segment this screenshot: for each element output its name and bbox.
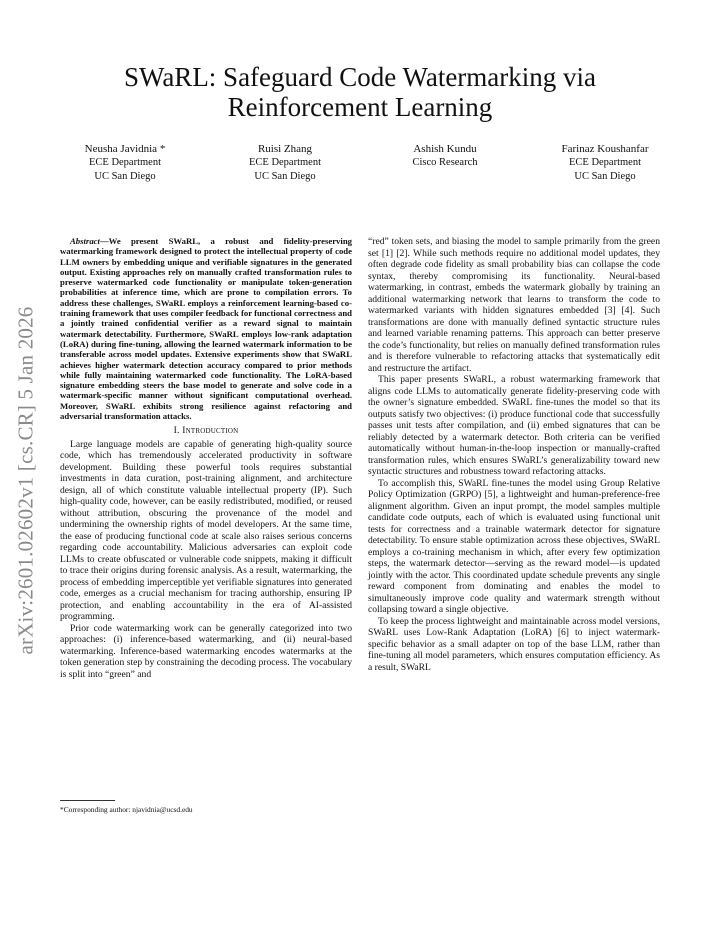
author-name: Ruisi Zhang — [257, 143, 313, 155]
body-paragraph: Large language models are capable of generating high-quality source code, which has tremendously accelerated productivity in software development. Building these powerful tools requires substantial investments in data curation, post-training alignment, and architecture design, all of which constitute valuable intellectual property (IP). Such high-quality code, however, can be easily redistributed, modified, or reused without attribution, obscuring the provenance of the model and undermining the ownership rights of model developers. At the same time, the ease of producing functional code at scale also raises serious concerns regarding code accountability. Malicious adversaries can exploit code LLMs to create obfuscated or vulnerable code snippets, making it difficult to trace their origins during forensic analysis. As a result, watermarking, the process of embedding imperceptible yet verifiable signatures into generated code, emerges as a crucial mechanism for tracing authorship, ensuring IP protection, and enabling accountability in the era of AI-assisted programming. — [60, 438, 352, 623]
author-4 — [550, 142, 660, 184]
footnote: *Corresponding author: njavidnia@ucsd.edu — [60, 805, 193, 814]
abstract-label: Abstract — [70, 236, 100, 246]
author-name: Neusha Javidnia * — [84, 143, 166, 155]
abstract-body: We present SWaRL, a robust and fidelity-preserving watermarking framework designed to protect the intellectual property of code LLM owners by embedding unique and verifiable signatures in the generated output. Existing approaches rely on manually crafted transformation rules to preserve watermarked code functionality or manipulate token-generation probabilities at inference time, which are prone to compilation errors. To address these challenges, SWaRL employs a reinforcement learning-based co-training framework that uses compiler feedback for functional correctness and a jointly trained confidential verifier as a reward signal to maintain watermark detectability. Furthermore, SWaRL employs low-rank adaptation (LoRA) during fine-tuning, allowing the learned watermark information to be transferable across model updates. Extensive experiments show that SWaRL achieves higher watermark detection accuracy compared to prior methods while fully maintaining watermarked code functionality. The LoRA-based signature embedding steers the base model to generate and solve code in a watermark-specific manner without significant computational overhead. Moreover, SWaRL exhibits strong resilience against refactoring and adversarial transformation attacks. — [60, 236, 352, 422]
author-org: UC San Diego — [574, 171, 636, 182]
footnote-divider — [60, 800, 115, 801]
right-column — [368, 236, 660, 673]
author-2 — [230, 142, 340, 184]
author-3 — [390, 142, 500, 184]
section-title: Introduction — [182, 425, 239, 437]
author-org: UC San Diego — [94, 171, 156, 182]
body-paragraph: This paper presents SWaRL, a robust watermarking framework that aligns code LLMs to automatically generate fidelity-preserving code with the owner’s signature embedded. SWaRL fine-tunes the model so that its outputs satisfy two objectives: (i) produce functional code that successfully passes unit tests after compilation, and (ii) embed signatures that can be reliably detected by a watermark detector. Both criteria can be verified automatically without human-in-the-loop inspection or manually-crafted transformation rules, which ensures SWaRL’s generalizability toward new syntactic structures and robustness toward refactoring attacks. — [368, 374, 660, 477]
author-dept: Cisco Research — [412, 157, 478, 168]
body-paragraph: To keep the process lightweight and maintainable across model versions, SWaRL uses Low-Rank Adaptation (LoRA) [6] to inject watermark-specific behavior as a small adapter on top of the base LLM, rather than fine-tuning all model parameters, which ensures computation efficiency. As a result, SWaRL — [368, 615, 660, 673]
author-org: UC San Diego — [254, 171, 316, 182]
section-heading-introduction — [60, 425, 352, 437]
body-paragraph: Prior code watermarking work can be generally categorized into two approaches: (i) inference-based watermarking, and (ii) neural-based watermarking. Inference-based watermarking encodes watermarks at the token generation step by constraining the decoding process. The vocabulary is split into “green” and — [60, 622, 352, 680]
author-dept: ECE Department — [88, 157, 162, 168]
body-paragraph: “red” token sets, and biasing the model to sample primarily from the green set [1] [2]. While such methods require no additional model updates, they often degrade code fidelity as small probability bias can collapse the code syntax, thereby compromising its functionality. Neural-based watermarking, in contrast, embeds the watermark globally by training an additional watermarking network that learns to transform the code to watermarked variants with hidden signatures embedded [3] [4]. Such transformations are done with manually defined syntactic structure rules and learned variable renaming patterns. This approach can better preserve the code’s functionality, but relies on manually defined transformation rules and is therefore vulnerable to refactoring attacks that systematically edit and restructure the artifact. — [368, 236, 660, 374]
abstract-dash: — — [99, 236, 109, 246]
left-column — [60, 236, 352, 680]
arxiv-identifier: arXiv:2601.02602v1 [cs.CR] 5 Jan 2026 — [13, 305, 38, 655]
author-name: Ashish Kundu — [413, 143, 477, 155]
paper-title: SWaRL: Safeguard Code Watermarking via Reinforcement Learning — [123, 62, 597, 122]
author-block — [70, 142, 660, 184]
author-dept: ECE Department — [568, 157, 642, 168]
abstract — [60, 236, 352, 421]
section-number: I. — [173, 425, 180, 437]
body-paragraph: To accomplish this, SWaRL fine-tunes the model using Group Relative Policy Optimization (GRPO) [5], a lightweight and human-preference-free alignment algorithm. Given an input prompt, the model samples multiple candidate code outputs, each of which is evaluated using functional unit tests for correctness and a trainable watermark detector for signature detectability. To ensure stable optimization across these objectives, SWaRL employs a co-training mechanism in which, after every few optimization steps, the watermark detector—serving as the reward model—is updated jointly with the actor. This coordinated update schedule prevents any single reward component from dominating and enables the model to simultaneously improve code quality and watermark strength without collapsing toward a single objective. — [368, 477, 660, 615]
arxiv-identifier-stamp — [6, 250, 46, 710]
author-dept: ECE Department — [248, 157, 322, 168]
author-name: Farinaz Koushanfar — [561, 143, 649, 155]
author-1 — [70, 142, 180, 184]
